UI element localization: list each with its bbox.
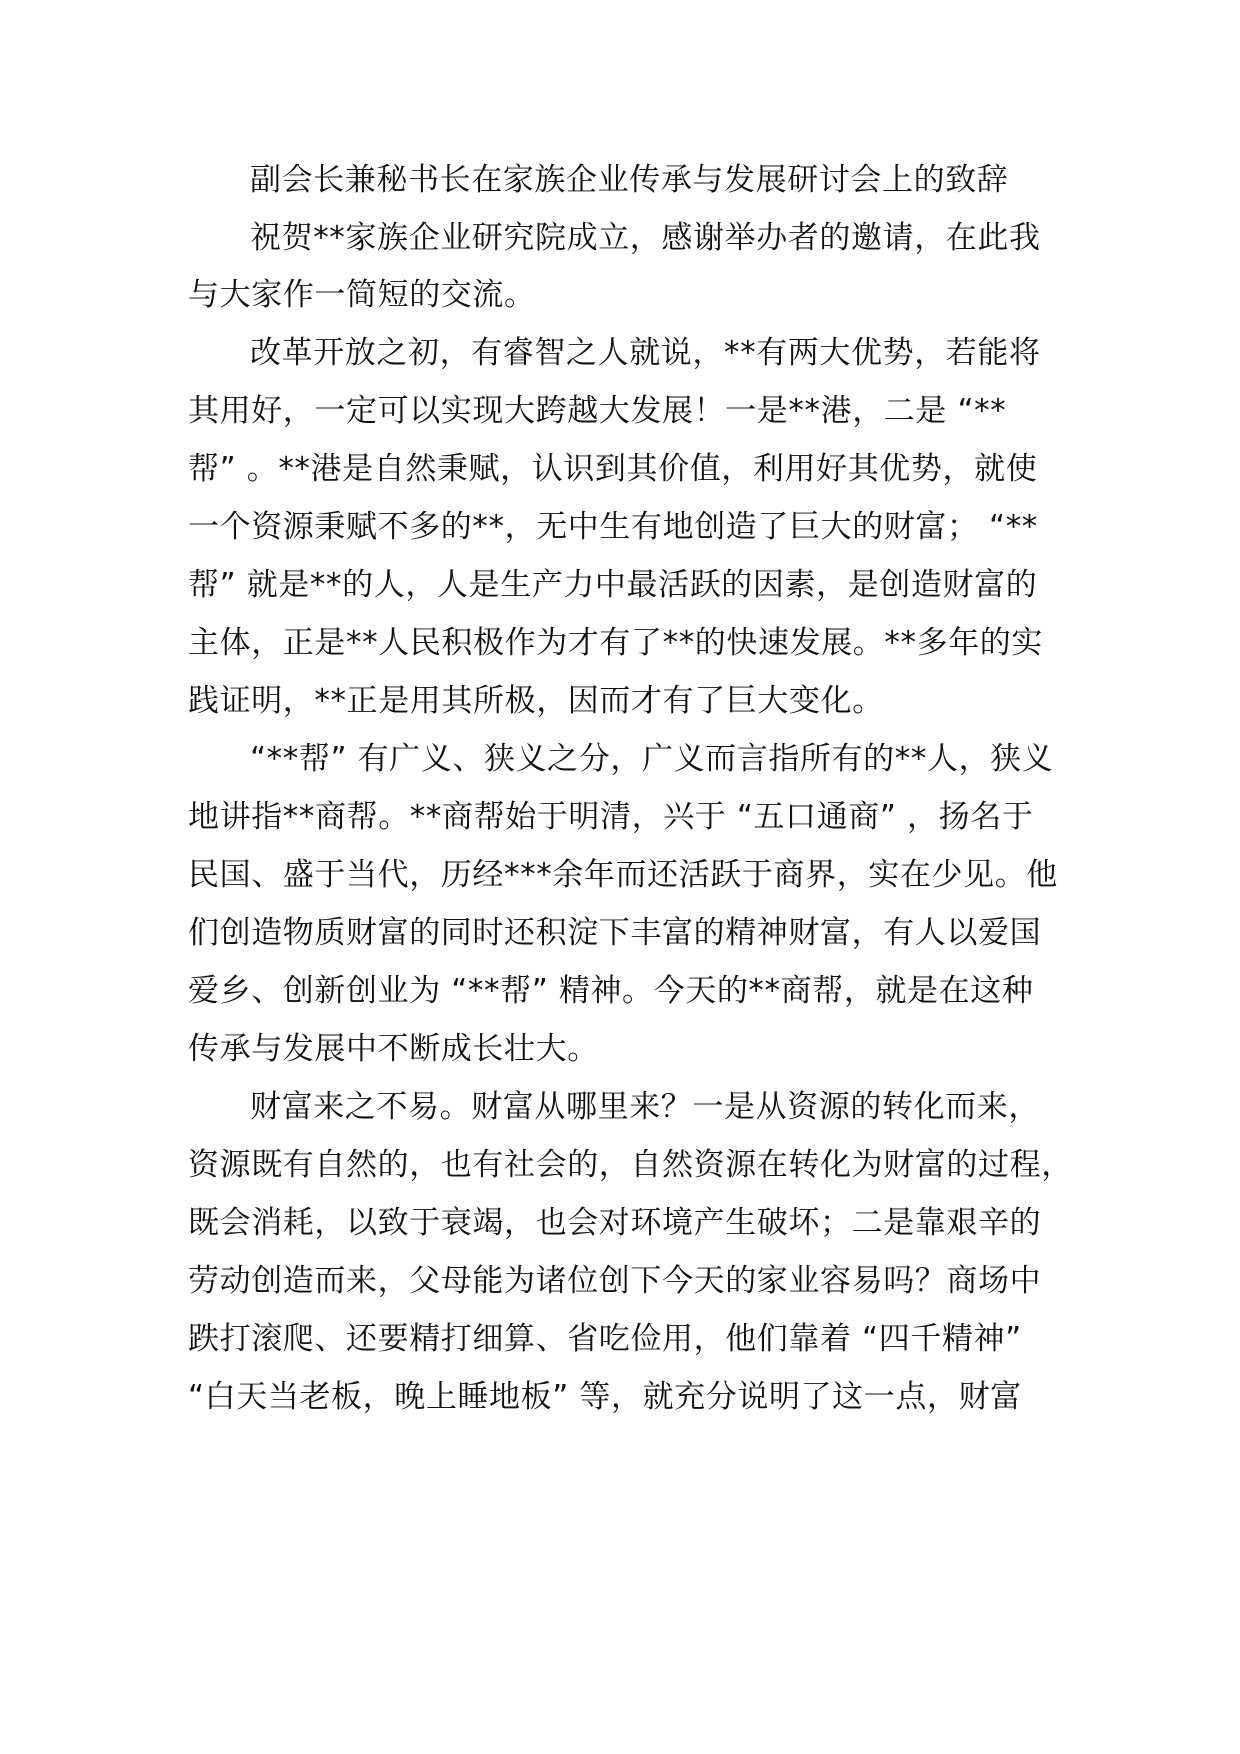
paragraph-line: 地讲指**商帮。**商帮始于明清，兴于 “五口通商” ，扬名于: [188, 799, 1034, 835]
paragraph-line: 们创造物质财富的同时还积淀下丰富的精神财富，有人以爱国: [188, 915, 1042, 951]
paragraph-line: “白天当老板，晚上睡地板” 等，就充分说明了这一点，财富: [188, 1379, 1022, 1415]
paragraph-line: 财富来之不易。财富从哪里来？一是从资源的转化而来，: [250, 1089, 1040, 1125]
paragraph-line: 爱乡、创新创业为 “**帮” 精神。今天的**商帮，就是在这种: [188, 973, 1034, 1009]
paragraph-line: 主体，正是**人民积极作为才有了**的快速发展。**多年的实: [188, 625, 1043, 661]
document-title: 副会长兼秘书长在家族企业传承与发展研讨会上的致辞: [250, 162, 1009, 198]
paragraph-line: “**帮” 有广义、狭义之分，广义而言指所有的**人，狭义: [250, 741, 1054, 777]
paragraph-line: 践证明，**正是用其所极，因而才有了巨大变化。: [188, 683, 884, 719]
paragraph-line: 跌打滚爬、还要精打细算、省吃俭用，他们靠着 “四千精神”: [188, 1321, 1022, 1357]
paragraph-line: 与大家作一简短的交流。: [188, 277, 536, 313]
paragraph-line: 传承与发展中不断成长壮大。: [188, 1031, 599, 1067]
paragraph-line: 改革开放之初，有睿智之人就说，**有两大优势，若能将: [250, 335, 1041, 371]
paragraph-line: 祝贺**家族企业研究院成立，感谢举办者的邀请，在此我: [250, 220, 1041, 256]
paragraph-line: 民国、盛于当代，历经***余年而还活跃于商界，实在少见。他: [188, 857, 1058, 893]
paragraph-line: 资源既有自然的，也有社会的，自然资源在转化为财富的过程，: [188, 1147, 1073, 1183]
paragraph-line: 劳动创造而来，父母能为诸位创下今天的家业容易吗？商场中: [188, 1263, 1042, 1299]
paragraph-line: 既会消耗，以致于衰竭，也会对环境产生破坏；二是靠艰辛的: [188, 1205, 1042, 1241]
paragraph-line: 一个资源秉赋不多的**，无中生有地创造了巨大的财富； “**: [188, 509, 1038, 545]
paragraph-line: 其用好，一定可以实现大跨越大发展！一是**港，二是 “**: [188, 393, 1007, 429]
paragraph-line: 帮” 就是**的人，人是生产力中最活跃的因素，是创造财富的: [188, 567, 1038, 603]
paragraph-line: 帮” 。**港是自然秉赋，认识到其价值，利用好其优势，就使: [188, 451, 1038, 487]
